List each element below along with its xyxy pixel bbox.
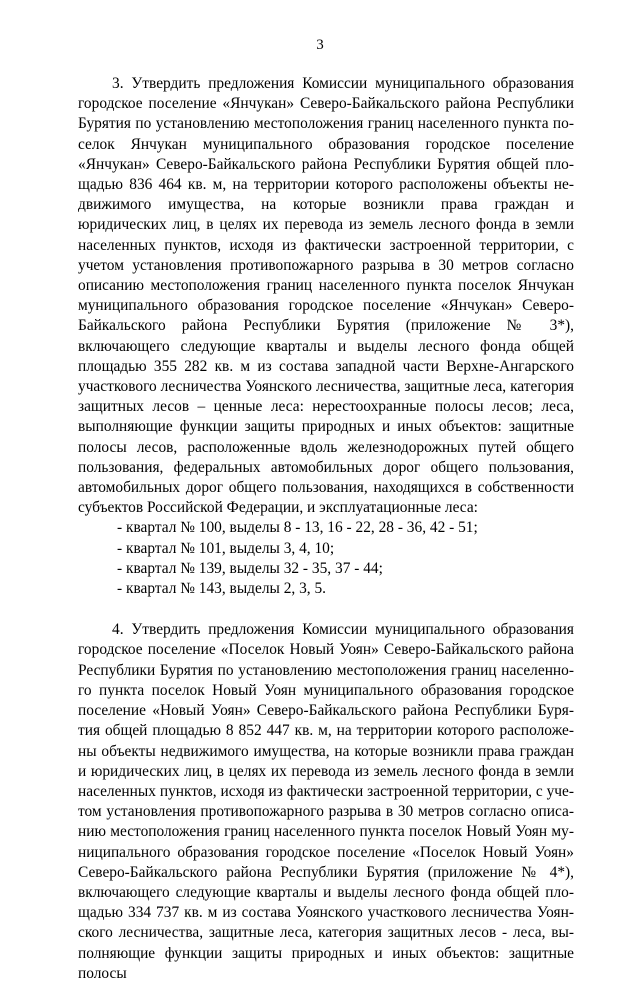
list-item: - квартал № 139, выделы 32 - 35, 37 - 44; bbox=[117, 559, 383, 577]
document-body bbox=[78, 74, 574, 984]
page-number: 3 bbox=[316, 37, 324, 53]
paragraph-gap bbox=[78, 599, 574, 620]
list-item: - квартал № 143, выделы 2, 3, 5. bbox=[117, 580, 327, 598]
section-3-quarter-list bbox=[78, 518, 574, 599]
list-item: - квартал № 100, выделы 8 - 13, 16 - 22, 28 - 36, 42 - 51; bbox=[117, 519, 478, 537]
list-item: - квартал № 101, выделы 3, 4, 10; bbox=[117, 539, 335, 557]
section-4-paragraph: 4. Утвердить предложения Комиссии муниципального образования городское поселение «Поселок Новый Уоян» Северо-Байкальского района Республики Бурятия по установлению местоположения границ населенного пункта поселок Новый Уоян муниципального образования городское поселение «Новый Уоян» Северо-Байкальского района Республики Бурятия общей площадью 8 852 447 кв. м, на территории которого расположены объекты недвижимого имущества, на которые возникли права граждан и юридических лиц, в целях их перевода из земель лесного фонда в земли населенных пунктов, исходя из фактически застроенной территории, с учетом установления противопожарного разрыва в 30 метров согласно описанию местоположения границ населенного пункта поселок Новый Уоян муниципального образования городское поселение «Поселок Новый Уоян» Северо-Байкальского района Республики Бурятия (приложение № 4*), включающего следующие кварталы и выделы лесного фонда общей площадью 334 737 кв. м из состава Уоянского участкового лесничества Уоянского лесничества, защитные леса, категория защитных лесов - леса, выполняющие функции защиты природных и иных объектов: защитные полосы bbox=[78, 621, 574, 982]
section-3-paragraph: 3. Утвердить предложения Комиссии муниципального образования городское поселение «Янчукан» Северо-Байкальского района Республики Бурятия по установлению местоположения границ населенного пункта поселок Янчукан муниципального образования городское поселение «Янчукан» Северо-Байкальского района Республики Бурятия общей площадью 836 464 кв. м, на территории которого расположены объекты недвижимого имущества, на которые возникли права граждан и юридических лиц, в целях их перевода из земель лесного фонда в земли населенных пунктов, исходя из фактически застроенной территории, с учетом установления противопожарного разрыва в 30 метров согласно описанию местоположения границ населенного пункта поселок Янчукан муниципального образования городское поселение «Янчукан» Северо-Байкальского района Республики Бурятия (приложение № 3*), включающего следующие кварталы и выделы лесного фонда общей площадью 355 282 кв. м из состава западной части Верхне-Ангарского участкового лесничества Уоянского лесничества, защитные леса, категория защитных лесов – ценные леса: нерестоохранные полосы лесов; леса, выполняющие функции защиты природных и иных объектов: защитные полосы лесов, расположенные вдоль железнодорожных путей общего пользования, федеральных автомобильных дорог общего пользования, автомобильных дорог общего пользования, находящихся в собственности субъектов Российской Федерации, и эксплуатационные леса: bbox=[78, 75, 574, 517]
